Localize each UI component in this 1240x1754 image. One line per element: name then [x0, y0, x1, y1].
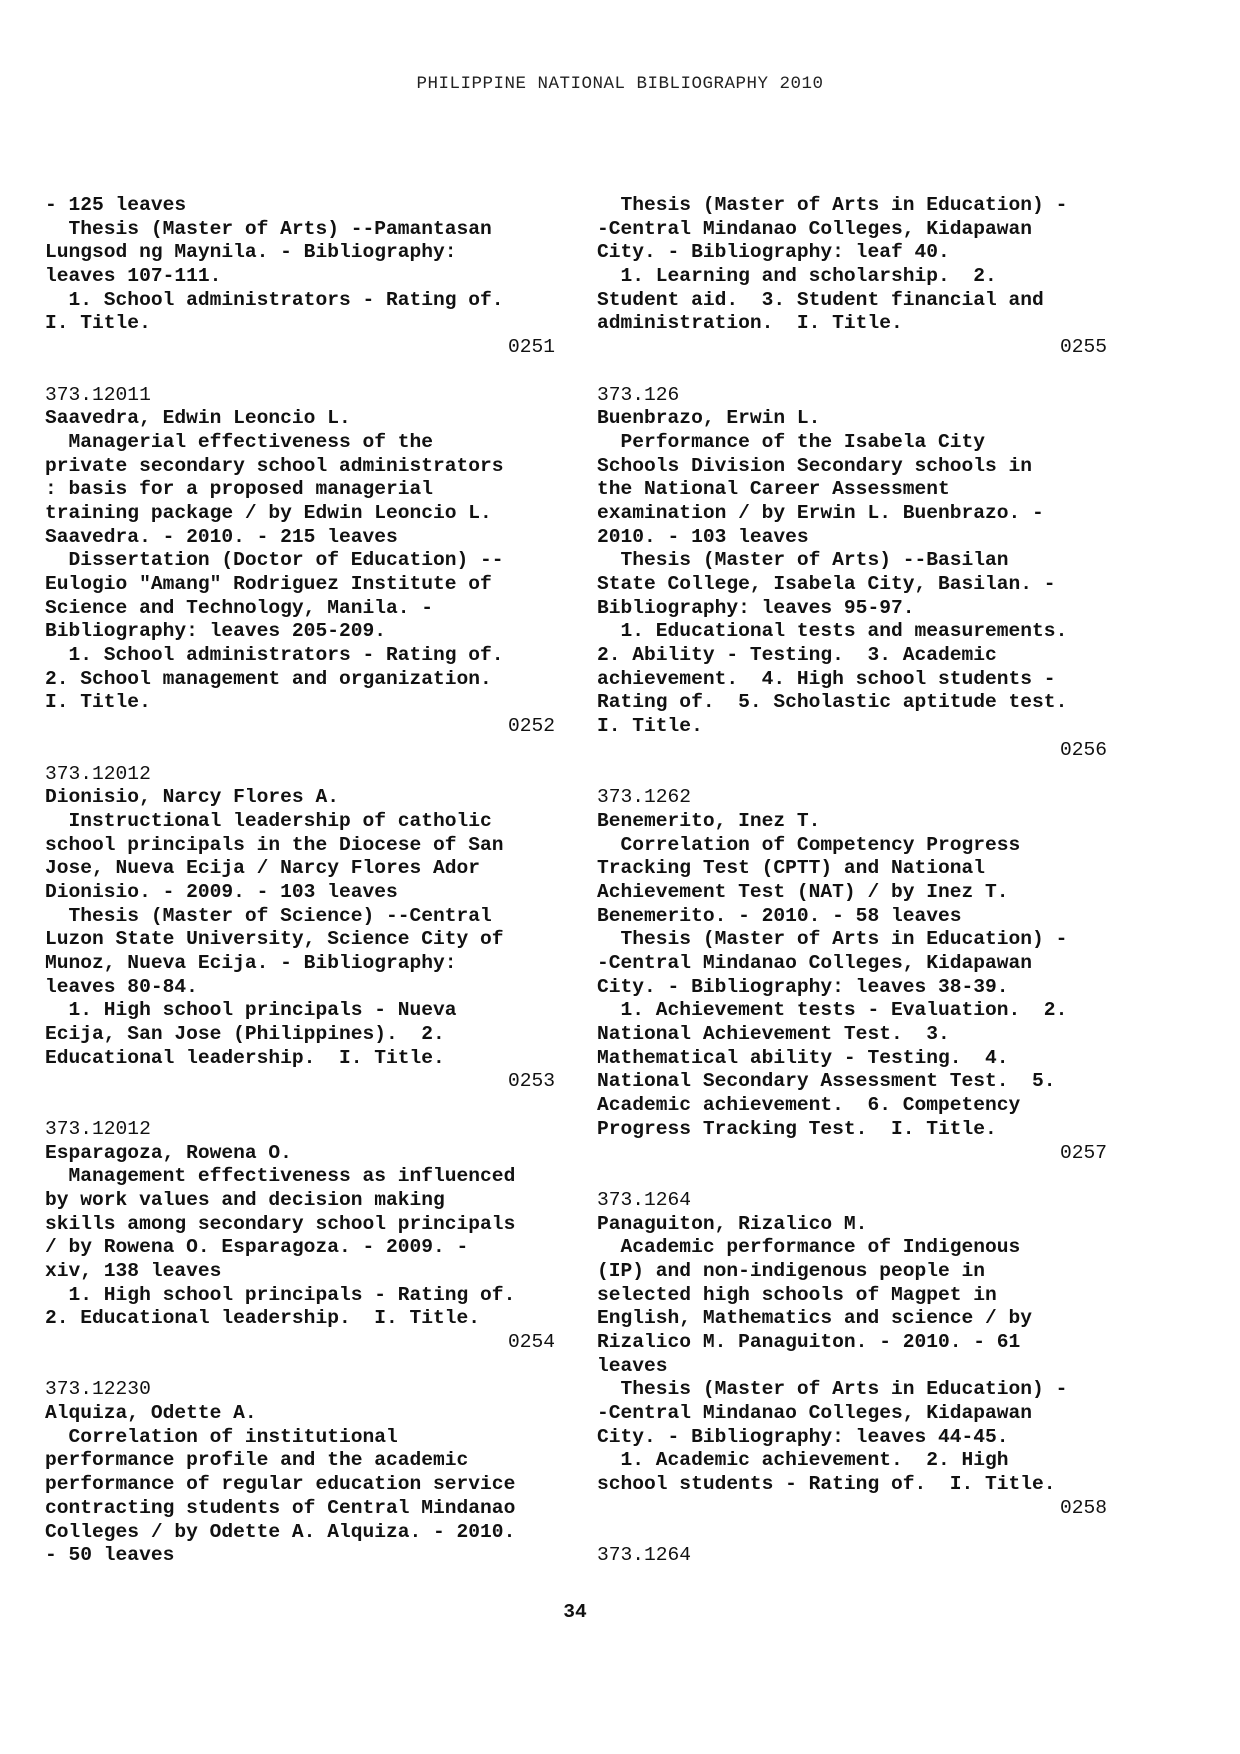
entry-line: by work values and decision making [45, 1188, 445, 1211]
entry-line: Panaguiton, Rizalico M. [597, 1212, 868, 1235]
entry-line: leaves [597, 1354, 668, 1377]
entry-line: : basis for a proposed managerial [45, 478, 434, 501]
entry-line: -Central Mindanao Colleges, Kidapawan [597, 952, 1033, 974]
entry-line: Performance of the Isabela City [597, 430, 986, 453]
entry-line: Munoz, Nueva Ecija. - Bibliography: [45, 952, 457, 974]
right-column [597, 194, 1107, 1568]
entry-line: selected high schools of Magpet in [597, 1283, 997, 1306]
blank-line [597, 1165, 1107, 1189]
entry-line: 1. High school principals - Nueva [45, 999, 457, 1022]
entry-line: Mathematical ability - Testing. 4. [597, 1046, 1009, 1069]
entry-line: Esparagoza, Rowena O. [45, 1141, 292, 1164]
entry-line: Management effectiveness as influenced [45, 1165, 516, 1188]
blank-line [597, 1521, 1107, 1545]
entry-line: Thesis (Master of Arts) --Pamantasan [45, 217, 492, 240]
entry-line: achievement. 4. High school students - [597, 667, 1056, 690]
entry-line: English, Mathematics and science / by [597, 1307, 1033, 1330]
entry-line: 2. School management and organization. [45, 667, 492, 690]
entry-line: 2. Ability - Testing. 3. Academic [597, 644, 997, 667]
entry-line: Achievement Test (NAT) / by Inez T. [597, 880, 1009, 903]
entry-line: Instructional leadership of catholic [45, 809, 492, 832]
blank-line [45, 360, 555, 384]
entry-line: Dissertation (Doctor of Education) -- [45, 549, 504, 572]
entry-line: leaves 107-111. [45, 265, 222, 288]
blank-line [597, 763, 1107, 787]
call-number: 373.1262 [597, 786, 692, 809]
entry-line: I. Title. [45, 691, 151, 714]
entry-line: leaves 80-84. [45, 975, 198, 998]
entry-line: Bibliography: leaves 205-209. [45, 620, 386, 643]
entry-line: the National Career Assessment [597, 478, 950, 501]
call-number: 373.1264 [597, 1188, 692, 1211]
entry-line: 1. Educational tests and measurements. [597, 620, 1068, 643]
entry-line: school principals in the Diocese of San [45, 833, 504, 856]
entry-line: Benemerito. - 2010. - 58 leaves [597, 904, 962, 927]
entry-line: Luzon State University, Science City of [45, 928, 504, 951]
entry-line: Schools Division Secondary schools in [597, 454, 1033, 477]
entry-line: Eulogio "Amang" Rodriguez Institute of [45, 573, 492, 595]
entry-line: City. - Bibliography: leaf 40. [597, 241, 950, 264]
accession-number: 0252 [507, 715, 555, 738]
accession-number: 0258 [1059, 1496, 1107, 1519]
entry-line: Student aid. 3. Student financial and [597, 288, 1044, 311]
entry-line: National Achievement Test. 3. [597, 1023, 950, 1046]
page-number: 34 [563, 1601, 587, 1623]
call-number: 373.12011 [45, 383, 151, 406]
entry-line: Thesis (Master of Arts in Education) - [597, 194, 1068, 216]
accession-number: 0256 [1059, 738, 1107, 761]
entry-line: 1. School administrators - Rating of. [45, 644, 504, 667]
entry-line: I. Title. [597, 715, 703, 738]
call-number: 373.126 [597, 383, 680, 406]
entry-line: State College, Isabela City, Basilan. - [597, 573, 1056, 595]
entry-line: - 50 leaves [45, 1544, 175, 1567]
call-number: 373.1264 [597, 1544, 692, 1567]
entry-line: private secondary school administrators [45, 454, 504, 477]
entry-line: training package / by Edwin Leoncio L. [45, 501, 492, 524]
entry-line: performance of regular education service [45, 1473, 516, 1496]
accession-number: 0251 [507, 336, 555, 359]
entry-line: Academic achievement. 6. Competency [597, 1094, 1021, 1117]
entry-line: National Secondary Assessment Test. 5. [597, 1070, 1056, 1093]
entry-line: Buenbrazo, Erwin L. [597, 407, 821, 430]
accession-number: 0257 [1059, 1141, 1107, 1164]
entry-line: -Central Mindanao Colleges, Kidapawan [597, 217, 1033, 240]
entry-line: Colleges / by Odette A. Alquiza. - 2010. [45, 1520, 516, 1543]
call-number: 373.12230 [45, 1378, 151, 1401]
entry-line: Thesis (Master of Arts in Education) - [597, 1378, 1068, 1401]
entry-line: Saavedra. - 2010. - 215 leaves [45, 525, 398, 548]
entry-line: 2. Educational leadership. I. Title. [45, 1307, 481, 1330]
entry-line: Thesis (Master of Arts) --Basilan [597, 549, 1009, 572]
entry-line: Benemerito, Inez T. [597, 809, 821, 832]
blank-line [45, 1094, 555, 1118]
entry-line: 1. Achievement tests - Evaluation. 2. [597, 999, 1068, 1022]
entry-line: Progress Tracking Test. I. Title. [597, 1117, 997, 1140]
entry-line: Rating of. 5. Scholastic aptitude test. [597, 691, 1068, 714]
entry-line: Tracking Test (CPTT) and National [597, 857, 986, 880]
entry-line: 1. Academic achievement. 2. High [597, 1449, 1009, 1472]
entry-line: Lungsod ng Maynila. - Bibliography: [45, 241, 457, 264]
accession-number: 0254 [507, 1331, 555, 1353]
entry-line: contracting students of Central Mindanao [45, 1496, 516, 1519]
entry-line: 1. Learning and scholarship. 2. [597, 265, 997, 288]
entry-line: Correlation of institutional [45, 1425, 398, 1448]
entry-line: City. - Bibliography: leaves 38-39. [597, 975, 1009, 998]
entry-line: Dionisio. - 2009. - 103 leaves [45, 880, 398, 903]
entry-line: (IP) and non-indigenous people in [597, 1259, 986, 1282]
entry-line: Rizalico M. Panaguiton. - 2010. - 61 [597, 1331, 1021, 1353]
call-number: 373.12012 [45, 1117, 151, 1140]
entry-line: 1. School administrators - Rating of. [45, 288, 504, 311]
entry-line: school students - Rating of. I. Title. [597, 1473, 1056, 1496]
left-column [45, 194, 555, 1568]
entry-line: - 125 leaves [45, 194, 187, 216]
entry-line: Educational leadership. I. Title. [45, 1046, 445, 1069]
running-header: PHILIPPINE NATIONAL BIBLIOGRAPHY 2010 [416, 74, 824, 94]
accession-number: 0255 [1059, 336, 1107, 359]
entry-line: Alquiza, Odette A. [45, 1402, 257, 1425]
entry-line: Bibliography: leaves 95-97. [597, 596, 915, 619]
blank-line [597, 360, 1107, 384]
entry-line: 1. High school principals - Rating of. [45, 1283, 516, 1306]
entry-line: Ecija, San Jose (Philippines). 2. [45, 1023, 445, 1046]
entry-line: Correlation of Competency Progress [597, 833, 1021, 856]
entry-line: examination / by Erwin L. Buenbrazo. - [597, 501, 1044, 524]
entry-line: performance profile and the academic [45, 1449, 469, 1472]
entry-line: Saavedra, Edwin Leoncio L. [45, 407, 351, 430]
entry-line: Science and Technology, Manila. - [45, 596, 434, 619]
entry-line: Managerial effectiveness of the [45, 430, 434, 453]
entry-line: City. - Bibliography: leaves 44-45. [597, 1425, 1009, 1448]
blank-line [45, 1355, 555, 1379]
accession-number: 0253 [507, 1070, 555, 1093]
entry-line: administration. I. Title. [597, 312, 903, 335]
entry-line: I. Title. [45, 312, 151, 335]
blank-line [45, 739, 555, 763]
entry-line: Academic performance of Indigenous [597, 1236, 1021, 1259]
entry-line: / by Rowena O. Esparagoza. - 2009. - [45, 1236, 469, 1259]
entry-line: Jose, Nueva Ecija / Narcy Flores Ador [45, 857, 481, 880]
entry-line: Thesis (Master of Science) --Central [45, 904, 492, 927]
entry-line: -Central Mindanao Colleges, Kidapawan [597, 1402, 1033, 1425]
entry-line: 2010. - 103 leaves [597, 525, 809, 548]
entry-line: skills among secondary school principals [45, 1212, 516, 1235]
call-number: 373.12012 [45, 762, 151, 785]
entry-line: Dionisio, Narcy Flores A. [45, 786, 339, 809]
entry-line: xiv, 138 leaves [45, 1259, 222, 1282]
entry-line: Thesis (Master of Arts in Education) - [597, 928, 1068, 951]
